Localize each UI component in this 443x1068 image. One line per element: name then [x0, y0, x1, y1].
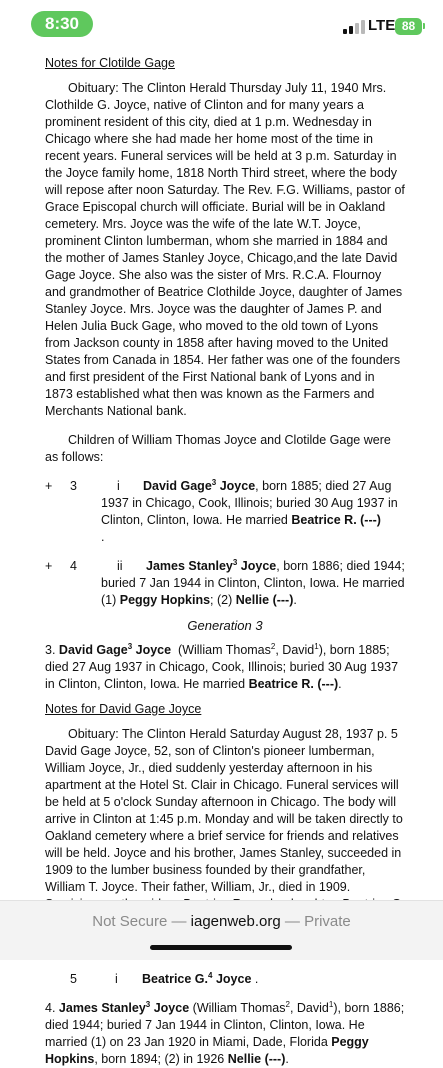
person-name-link[interactable]: James Stanley$^3$ Joyce: [58, 999, 190, 1015]
battery-icon: 88: [395, 18, 422, 35]
spouse-link[interactable]: Peggy Hopkins: [45, 1035, 369, 1066]
private-label: Private: [304, 913, 351, 930]
browser-address-bar[interactable]: [0, 900, 443, 960]
person-entry-3: 3. David Gage$^3$ Joyce (William Thomas$^2$, David$^1$), born 1885; died 27 Aug 1937 in Chicago, Cook, Illinois; buried 30 Aug 1937 in Clinton, Clinton, Iowa. He married Beatrice R. (---).: [45, 641, 399, 691]
obituary-david: Obituary: The Clinton Herald Saturday August 28, 1937 p. 5 David Gage Joyce, 52, son of Clinton's pioneer lumberman, William Joyce, Jr., died suddenly yesterday afternoon in his apartment at the Hotel St. Clair in Chicago. Funeral services will be held at 5 o'clock Sunday afternoon in Chicago. The body will arrive in Clinton at 1:45 p.m. Monday and will be taken directly to Oakland cemetery where a brief service for friends and relatives will be held. Joyce and his brother, James Stanley, succeeded in 1909 to the lumber business founded by their grandfather, William T. Joyce. Their father, William, Jr., died in 1909.: [45, 727, 403, 894]
child-number: 3: [70, 479, 77, 493]
status-time: 8:30: [31, 11, 93, 37]
person-name-link[interactable]: David Gage$^3$ Joyce: [58, 641, 172, 657]
obituary-clotilde: Obituary: The Clinton Herald Thursday July 11, 1940 Mrs. Clothilde G. Joyce, native of Clinton and for many years a prominent resident of this city, died at 1 p.m. Wednesday in Chicago where she had made her home most of the time in recent years. Funeral services will be held at 3 p.m. Saturday in the Joyce family home, 1818 North Third street, where the body will repose after noon Saturday. The Rev. F.G. Williams, pastor of Grace Episcopal church will officiate. Burial will be in Oakland cemetery. Mrs. Joyce was the wife of the late W.T. Joyce, prominent Clinton lumberman, whom she married in 1884 and the mother of James Stanley Joyce, Chicago,and the late David Gage Joyce. She also was the sister of Mrs. R.C.A. Flournoy and grandmother of Beatrice Clothilde Joyce, daughter of James Stanley Joyce. Mrs. Joyce was the daughter of James P. and Helen Julia Buck Gage, who moved to the old town of Lyons from Jackson county in 1858 after having moved to the United States from Canada in 1854. Her father was one of the founders and first president of the First National bank of Lyons and in 1873 established what then was known as the Farmers and Merchants National bank.: [45, 81, 405, 418]
home-indicator[interactable]: [150, 945, 292, 950]
child-entry-4: + 4 ii James Stanley$^3$ Joyce, born 1886; died 1944; buried 7 Jan 1944 in Clinton, Clinton, Iowa. He married (1) Peggy Hopkins; (2) Nellie (---).: [45, 557, 405, 607]
status-bar: [0, 0, 443, 48]
child-details: , born 1886; died 1944; buried 7 Jan 1944 in Clinton, Clinton, Iowa. He married (1): [101, 559, 405, 607]
child-roman: ii: [117, 559, 123, 573]
child-name-link[interactable]: James Stanley$^3$ Joyce: [146, 557, 277, 573]
signal-icon: [343, 20, 365, 34]
generation-heading: Generation 3: [187, 618, 263, 633]
notes-clotilde-title[interactable]: Notes for Clotilde Gage: [45, 56, 175, 70]
child-roman: i: [117, 479, 120, 493]
child-entry-5: 5 i Beatrice G.$^4$ Joyce .: [70, 970, 259, 986]
spouse2-link[interactable]: Nellie (---): [227, 1052, 286, 1066]
security-label: Not Secure: [92, 913, 168, 930]
child-roman: i: [115, 972, 118, 986]
notes-david-title[interactable]: Notes for David Gage Joyce: [45, 702, 202, 716]
child-plus[interactable]: +: [45, 559, 53, 573]
child-details: , born 1885; died 27 Aug 1937 in Chicago, Cook, Illinois; buried 30 Aug 1937 in Clinton, Clinton, Iowa. He married: [101, 479, 398, 527]
child-number: 4: [70, 559, 77, 573]
child-plus[interactable]: +: [45, 479, 53, 493]
child-entry-3: + 3 i David Gage$^3$ Joyce, born 1885; died 27 Aug 1937 in Chicago, Cook, Illinois; buried 30 Aug 1937 in Clinton, Clinton, Iowa. He married Beatrice R. (---) .: [45, 477, 398, 544]
spouse2-link[interactable]: Nellie (---): [235, 593, 294, 607]
domain-label: iagenweb.org: [190, 913, 281, 930]
battery-cap: [423, 23, 425, 29]
child-name-link[interactable]: Beatrice G.$^4$ Joyce: [142, 970, 252, 986]
spouse-link[interactable]: Beatrice R. (---): [291, 513, 381, 527]
person-entry-4: 4. James Stanley$^3$ Joyce (William Thomas$^2$, David$^1$), born 1886; died 1944; buried 7 Jan 1944 in Clinton, Clinton, Iowa. He married (1) on 23 Jan 1920 in Miami, Dade, Florida Peggy Hopkins, born 1894; (2) in 1926 Nellie (---).: [45, 999, 405, 1066]
url-display[interactable]: Not Secure — iagenweb.org — Private: [92, 913, 351, 930]
children-intro-1: Children of William Thomas Joyce and Clotilde Gage were as follows:: [45, 433, 391, 464]
spouse-link[interactable]: Peggy Hopkins: [119, 593, 211, 607]
child-name-link[interactable]: David Gage$^3$ Joyce: [143, 477, 256, 493]
spouse-link[interactable]: Beatrice R. (---): [248, 677, 339, 691]
network-type: LTE: [368, 17, 396, 34]
child-number: 5: [70, 972, 77, 986]
